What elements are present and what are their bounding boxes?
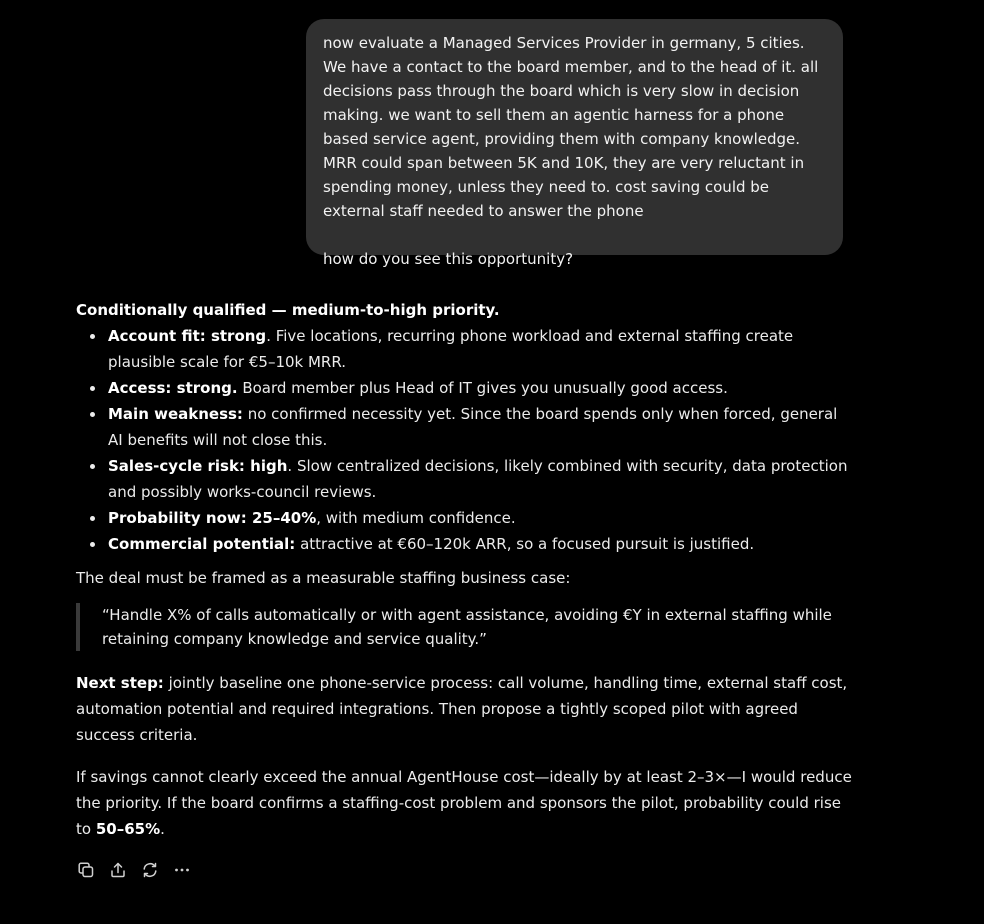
list-item: Account fit: strong. Five locations, recurring phone workload and external staffing create plausible scale for €5–10k MRR. bbox=[76, 323, 856, 375]
user-message-question: how do you see this opportunity? bbox=[323, 250, 574, 268]
assessment-list bbox=[76, 323, 856, 557]
assistant-response bbox=[76, 297, 856, 842]
regenerate-icon[interactable] bbox=[140, 860, 160, 880]
share-icon[interactable] bbox=[108, 860, 128, 880]
copy-icon[interactable] bbox=[76, 860, 96, 880]
closing-paragraph: If savings cannot clearly exceed the annual AgentHouse cost—ideally by at least 2–3×—I would reduce the priority. If the board confirms a staffing-cost problem and sponsors the pilot, probability could rise to 50–65%. bbox=[76, 768, 852, 838]
list-item: Probability now: 25–40%, with medium confidence. bbox=[76, 505, 856, 531]
more-icon[interactable] bbox=[172, 860, 192, 880]
user-message-text: now evaluate a Managed Services Provider in germany, 5 cities. We have a contact to the board member, and to the head of it. all decisions pass through the board which is very slow in decision making. we want to sell them an agentic harness for a phone based service agent, providing them with company knowledge. MRR could span between 5K and 10K, they are very reluctant in spending money, unless they need to. cost saving could be external staff needed to answer the phone bbox=[323, 34, 824, 220]
business-case-quote: “Handle X% of calls automatically or with agent assistance, avoiding €Y in external staffing while retaining company knowledge and service quality.” bbox=[76, 603, 856, 651]
framing-paragraph: The deal must be framed as a measurable staffing business case: bbox=[76, 569, 571, 587]
verdict-heading: Conditionally qualified — medium-to-high priority. bbox=[76, 301, 500, 319]
list-item: Main weakness: no confirmed necessity yet. Since the board spends only when forced, general AI benefits will not close this. bbox=[76, 401, 856, 453]
message-actions bbox=[76, 858, 192, 882]
list-item: Commercial potential: attractive at €60–120k ARR, so a focused pursuit is justified. bbox=[76, 531, 856, 557]
next-step-paragraph: Next step: jointly baseline one phone-service process: call volume, handling time, external staff cost, automation potential and required integrations. Then propose a tightly scoped pilot with agreed success criteria. bbox=[76, 674, 848, 744]
user-message-bubble bbox=[306, 19, 843, 268]
list-item: Access: strong. Board member plus Head of IT gives you unusually good access. bbox=[76, 375, 856, 401]
list-item: Sales-cycle risk: high. Slow centralized decisions, likely combined with security, data protection and possibly works-council reviews. bbox=[76, 453, 856, 505]
